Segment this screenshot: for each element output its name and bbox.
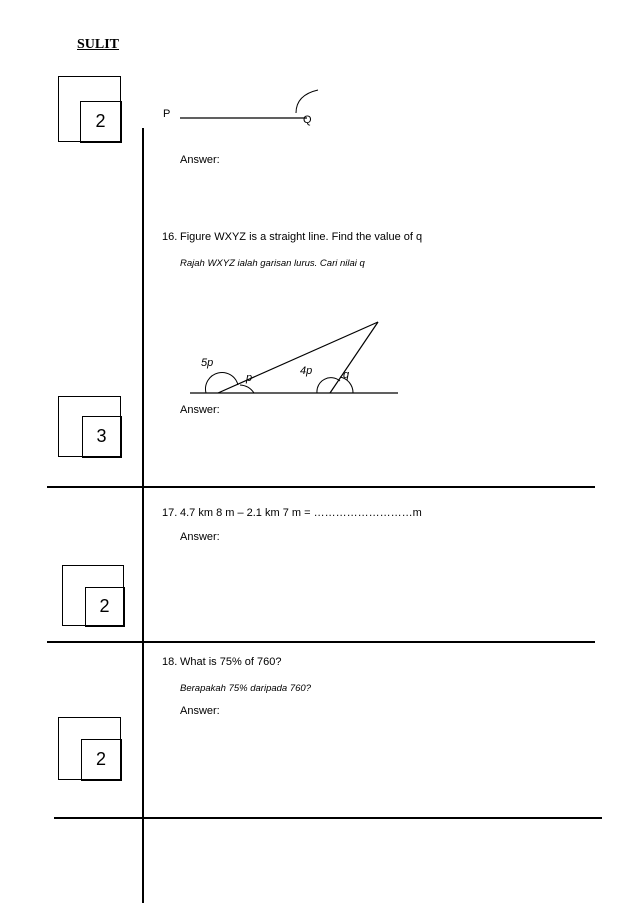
margin-line <box>142 128 144 903</box>
angle-arc-4p <box>317 378 340 393</box>
q16-answer-label: Answer: <box>180 404 220 416</box>
classification-header: SULIT <box>77 37 120 52</box>
q16-figure <box>180 315 410 405</box>
angle-arc-5p <box>206 373 238 393</box>
mark-box-q17 <box>62 565 124 626</box>
q18-question-malay: Berapakah 75% daripada 760? <box>180 683 311 694</box>
point-p-label: P <box>163 108 171 120</box>
label-4p: 4p <box>300 365 313 377</box>
mark-value: 3 <box>82 416 122 458</box>
mark-box-q15 <box>58 76 121 142</box>
mark-value: 2 <box>81 739 122 781</box>
label-q: q <box>343 369 350 381</box>
q17-question: 4.7 km 8 m – 2.1 km 7 m = ………………………m <box>180 507 422 519</box>
q17-number: 17. <box>162 507 178 519</box>
separator-3 <box>54 817 602 819</box>
q18-question: What is 75% of 760? <box>180 656 282 668</box>
mark-box-q16 <box>58 396 121 457</box>
point-q-label: Q <box>303 114 312 126</box>
mark-value: 2 <box>80 101 122 143</box>
q16-number: 16. <box>162 231 178 243</box>
mark-value: 2 <box>85 587 125 627</box>
q18-number: 18. <box>162 656 178 668</box>
label-5p: 5p <box>201 357 214 369</box>
compass-arc <box>296 90 318 113</box>
q15-answer-label: Answer: <box>180 154 220 166</box>
label-p: p <box>246 372 253 384</box>
mark-box-q18 <box>58 717 121 780</box>
separator-1 <box>47 486 595 488</box>
angle-arc-p <box>240 385 254 393</box>
q18-answer-label: Answer: <box>180 705 220 717</box>
q17-answer-label: Answer: <box>180 531 220 543</box>
q15-figure <box>150 85 330 135</box>
q16-question: Figure WXYZ is a straight line. Find the value of q <box>180 231 423 243</box>
q16-question-malay: Rajah WXYZ ialah garisan lurus. Cari nilai q <box>180 258 365 269</box>
separator-2 <box>47 641 595 643</box>
